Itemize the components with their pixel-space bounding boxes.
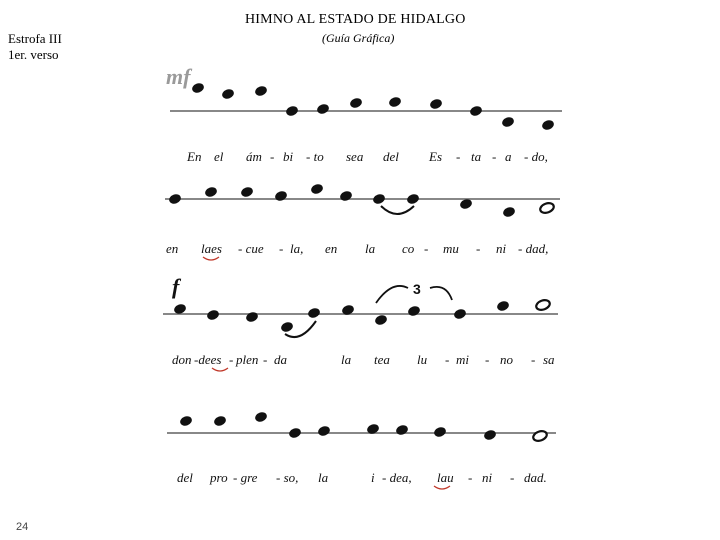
- syllable: en: [166, 241, 179, 256]
- note: [204, 186, 218, 199]
- syllable: -: [492, 149, 497, 164]
- syllable: ni: [496, 241, 507, 256]
- note: [221, 88, 235, 101]
- note: [245, 311, 259, 324]
- syllable: a: [505, 149, 512, 164]
- syllable: En: [187, 149, 202, 164]
- note: [316, 103, 330, 116]
- dynamic-f-label: f: [172, 274, 180, 299]
- syllable: plen: [236, 352, 259, 367]
- syllable: - so,: [276, 470, 299, 485]
- staff-1-notes: [191, 82, 555, 132]
- note: [310, 183, 324, 196]
- dynamic-mf-label: mf: [166, 64, 191, 89]
- note: [388, 96, 402, 109]
- note: [213, 415, 227, 428]
- note: [254, 85, 268, 98]
- syllable: lau: [437, 470, 454, 485]
- syllable: -: [485, 352, 490, 367]
- syllable: la: [365, 241, 376, 256]
- syllable: pro: [210, 470, 228, 485]
- triplet-number: 3: [413, 281, 421, 297]
- syllable: -: [510, 470, 515, 485]
- syllable: la,: [290, 241, 304, 256]
- note: [407, 305, 421, 318]
- staff-4-notes: [179, 411, 548, 443]
- syllable: - to: [306, 149, 324, 164]
- note: [541, 119, 555, 132]
- section-stanza: Estrofa III: [8, 31, 62, 46]
- note: [179, 415, 193, 428]
- syllable: -: [468, 470, 473, 485]
- note: [501, 116, 515, 129]
- note: [317, 425, 331, 438]
- note: [395, 424, 409, 437]
- syllable: dad.: [524, 470, 547, 485]
- note: [433, 426, 447, 439]
- page-number: 24: [16, 521, 29, 533]
- syllable: mi: [456, 352, 469, 367]
- syllable: co: [402, 241, 415, 256]
- syllable: laes: [201, 241, 222, 256]
- elision-mark: [212, 368, 228, 371]
- half-note: [539, 201, 555, 214]
- triplet-bracket-left: [376, 286, 408, 303]
- note: [469, 105, 483, 118]
- syllable: - gre: [233, 470, 258, 485]
- syllable: sa: [543, 352, 555, 367]
- note: [206, 309, 220, 322]
- note: [307, 307, 321, 320]
- slur-arc: [381, 206, 414, 214]
- syllable: -: [476, 241, 481, 256]
- syllable: -: [279, 241, 284, 256]
- staff-2-notes: [168, 183, 555, 219]
- note: [191, 82, 205, 95]
- note: [254, 411, 268, 424]
- note: [429, 98, 443, 111]
- note: [274, 190, 288, 203]
- note: [374, 314, 388, 327]
- syllable: en: [325, 241, 338, 256]
- syllable: - do,: [524, 149, 548, 164]
- syllable: don: [172, 352, 192, 367]
- syllable: Es: [429, 149, 442, 164]
- syllable: el: [214, 149, 224, 164]
- syllable: da: [274, 352, 287, 367]
- note: [406, 193, 420, 206]
- note: [372, 193, 386, 206]
- section-verse: 1er. verso: [8, 47, 59, 62]
- note: [285, 105, 299, 118]
- syllable: -: [270, 149, 275, 164]
- syllable: tea: [374, 352, 390, 367]
- elision-mark: [203, 257, 219, 260]
- note: [496, 300, 510, 313]
- note: [349, 97, 363, 110]
- note: [280, 321, 294, 334]
- syllable: no: [500, 352, 513, 367]
- note: [339, 190, 353, 203]
- syllable: la: [341, 352, 352, 367]
- half-note: [535, 298, 551, 311]
- syllable: ni: [482, 470, 493, 485]
- elision-mark: [434, 486, 450, 489]
- syllable: -: [263, 352, 268, 367]
- syllable: ta: [471, 149, 482, 164]
- note: [483, 429, 497, 442]
- half-note: [532, 429, 548, 442]
- staff-3-notes: [173, 298, 551, 333]
- syllable: la: [318, 470, 329, 485]
- page-title: HIMNO AL ESTADO DE HIDALGO: [245, 12, 466, 27]
- syllable: del: [383, 149, 399, 164]
- note: [240, 186, 254, 199]
- note: [168, 193, 182, 206]
- syllable: ám: [246, 149, 262, 164]
- syllable: -: [229, 352, 234, 367]
- syllable: -: [424, 241, 429, 256]
- syllable: bi: [283, 149, 294, 164]
- syllable: mu: [443, 241, 459, 256]
- triplet-bracket-right: [430, 287, 452, 300]
- syllable: lu: [417, 352, 428, 367]
- syllable: -: [456, 149, 461, 164]
- note: [453, 308, 467, 321]
- note: [502, 206, 516, 219]
- syllable: i: [371, 470, 375, 485]
- note: [288, 427, 302, 440]
- syllable: - dea,: [382, 470, 412, 485]
- syllable: -: [531, 352, 536, 367]
- page-subtitle: (Guía Gráfica): [322, 31, 395, 45]
- syllable: - cue: [238, 241, 264, 256]
- syllable: -dees: [194, 352, 222, 367]
- syllable: -: [445, 352, 450, 367]
- syllable: sea: [346, 149, 364, 164]
- syllable: - dad,: [518, 241, 549, 256]
- syllable: del: [177, 470, 193, 485]
